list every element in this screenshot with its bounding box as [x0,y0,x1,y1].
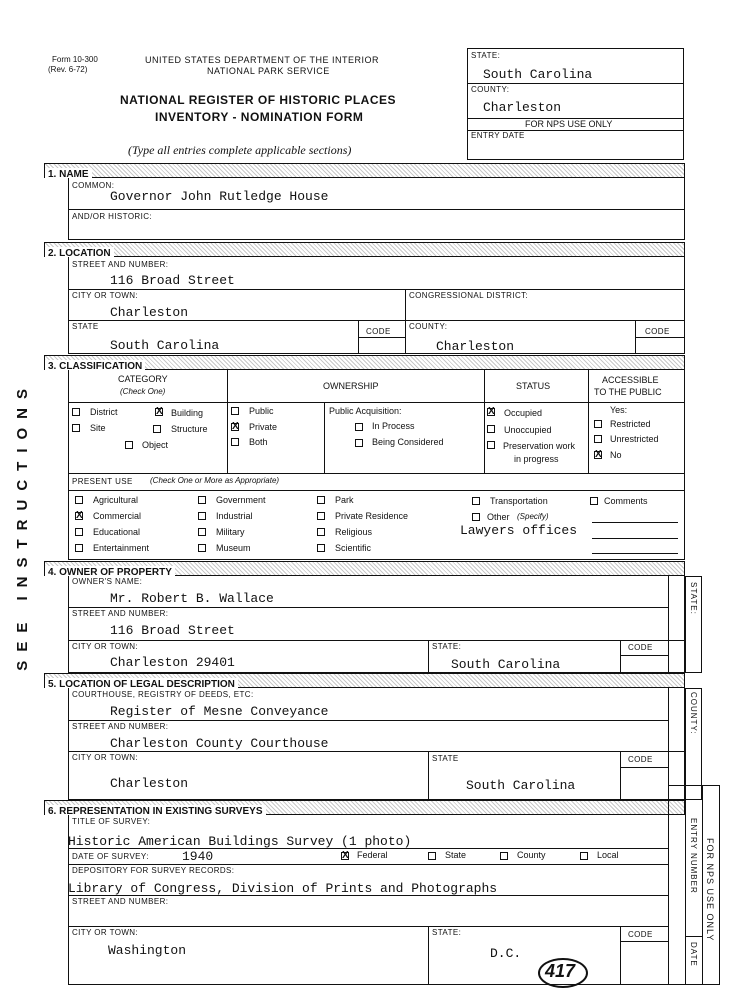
county-checkbox[interactable] [500,852,508,860]
government-label: Government [216,495,266,505]
building-checkbox[interactable]: X [156,406,163,417]
form-number: Form 10-300 [52,55,98,64]
common-name: Governor John Rutledge House [110,189,329,204]
object-label: Object [142,440,169,450]
survey-date: 1940 [182,849,214,864]
form-title-1: NATIONAL REGISTER OF HISTORIC PLACES [120,93,397,107]
other-label: Other [487,512,510,522]
occupied-checkbox[interactable]: X [488,406,495,417]
owner-name: Mr. Robert B. Wallace [110,591,274,606]
owner-street: 116 Broad Street [110,623,235,638]
depository: Library of Congress, Division of Prints and Photographs [68,881,498,896]
federal-checkbox[interactable]: X [342,850,349,861]
state-option-label: State [445,850,467,860]
preservation-label-2: in progress [514,454,559,464]
section-5-header [44,673,685,688]
legal-state-label: STATE [432,754,459,763]
category-heading: CATEGORY [118,374,168,384]
loc-code2-label: CODE [645,327,670,336]
occupied-label: Occupied [504,408,543,418]
section-4-header [44,561,685,576]
private-residence-checkbox[interactable] [317,512,325,520]
comments-checkbox[interactable] [590,497,598,505]
legal-city-label: CITY OR TOWN: [72,753,139,762]
agricultural-label: Agricultural [93,495,139,505]
loc-county-label: COUNTY: [409,322,448,331]
transportation-checkbox[interactable] [472,497,480,505]
loc-state-label: STATE [72,322,99,331]
being-considered-label: Being Considered [372,437,444,447]
section-3-title: 3. CLASSIFICATION [45,360,145,373]
no-label: No [610,450,622,460]
religious-label: Religious [335,527,373,537]
yes-label: Yes: [610,405,628,415]
being-considered-checkbox[interactable] [355,439,363,447]
transportation-label: Transportation [490,496,548,506]
service: NATIONAL PARK SERVICE [207,66,330,76]
loc-state: South Carolina [110,338,220,353]
religious-checkbox[interactable] [317,528,325,536]
both-checkbox[interactable] [231,438,239,446]
unrestricted-checkbox[interactable] [594,435,602,443]
courthouse: Register of Mesne Conveyance [110,704,329,719]
entry-number-label: ENTRY NUMBER [689,818,698,894]
owner-state-label: STATE: [432,642,462,651]
park-checkbox[interactable] [317,496,325,504]
in-process-label: In Process [372,421,415,431]
present-use-label: PRESENT USE [72,477,133,486]
legal-street-label: STREET AND NUMBER: [72,722,169,731]
form-revision: (Rev. 6-72) [48,65,88,74]
survey-title-label: TITLE OF SURVEY: [72,817,151,826]
see-instructions: SEE INSTRUCTIONS [14,380,31,671]
restricted-checkbox[interactable] [594,420,602,428]
section-6-header [44,800,685,815]
survey-code-label: CODE [628,930,653,939]
federal-label: Federal [357,850,388,860]
private-residence-label: Private Residence [335,511,409,521]
museum-label: Museum [216,543,251,553]
object-checkbox[interactable] [125,441,133,449]
commercial-label: Commercial [93,511,142,521]
survey-title: Historic American Buildings Survey (1 photo) [68,834,412,849]
in-process-checkbox[interactable] [355,423,363,431]
industrial-checkbox[interactable] [198,512,206,520]
top-state-label: STATE: [471,51,501,60]
section-1-header [44,163,685,178]
public-acquisition-label: Public Acquisition: [329,406,402,416]
agricultural-checkbox[interactable] [75,496,83,504]
building-label: Building [171,408,204,418]
section-2-title: 2. LOCATION [45,247,114,260]
survey-state: D.C. [490,946,522,961]
courthouse-label: COURTHOUSE, REGISTRY OF DEEDS, ETC: [72,690,254,699]
preservation-label-1: Preservation work [503,441,576,451]
date-side-label: DATE [689,942,698,967]
structure-checkbox[interactable] [153,425,161,433]
unrestricted-label: Unrestricted [610,434,659,444]
top-county-value: Charleston [483,100,562,115]
military-label: Military [216,527,245,537]
section-5-title: 5. LOCATION OF LEGAL DESCRIPTION [45,678,238,691]
local-option-label: Local [597,850,619,860]
ownership-heading: OWNERSHIP [323,381,379,391]
other-use-value: Lawyers offices [460,523,578,538]
survey-state-label: STATE: [432,928,462,937]
survey-city: Washington [108,943,187,958]
legal-city: Charleston [110,776,189,791]
owner-street-label: STREET AND NUMBER: [72,609,169,618]
specify-label: (Specify) [517,512,549,521]
industrial-label: Industrial [216,511,253,521]
legal-state: South Carolina [466,778,576,793]
public-label: Public [249,406,274,416]
educational-checkbox[interactable] [75,528,83,536]
owner-city: Charleston 29401 [110,655,235,670]
top-county-label: COUNTY: [471,85,510,94]
owner-city-label: CITY OR TOWN: [72,642,139,651]
common-label: COMMON: [72,181,115,190]
entry-date-label: ENTRY DATE [471,131,525,140]
top-state-value: South Carolina [483,67,593,82]
loc-city-label: CITY OR TOWN: [72,291,139,300]
section-4-title: 4. OWNER OF PROPERTY [45,566,175,579]
historic-label: AND/OR HISTORIC: [72,212,153,221]
survey-street-label: STREET AND NUMBER: [72,897,169,906]
scientific-checkbox[interactable] [317,544,325,552]
loc-city: Charleston [110,305,189,320]
local-checkbox[interactable] [580,852,588,860]
survey-city-label: CITY OR TOWN: [72,928,139,937]
loc-code-label: CODE [366,327,391,336]
owner-code-label: CODE [628,643,653,652]
entertainment-label: Entertainment [93,543,150,553]
department: UNITED STATES DEPARTMENT OF THE INTERIOR [145,55,380,65]
preservation-checkbox[interactable] [487,441,495,449]
accessible-heading-1: ACCESSIBLE [602,375,659,385]
unoccupied-checkbox[interactable] [487,425,495,433]
survey-date-label: DATE OF SURVEY: [72,852,149,861]
owner-state: South Carolina [451,657,561,672]
owner-state-side-label: STATE: [689,582,698,615]
state-checkbox[interactable] [428,852,436,860]
accessible-heading-2: TO THE PUBLIC [594,387,662,397]
county-option-label: County [517,850,546,860]
site-label: Site [90,423,106,433]
district-label: District [90,407,118,417]
museum-checkbox[interactable] [198,544,206,552]
comments-label: Comments [604,496,648,506]
private-checkbox[interactable]: X [232,421,239,432]
educational-label: Educational [93,527,141,537]
legal-street: Charleston County Courthouse [110,736,329,751]
entertainment-checkbox[interactable] [75,544,83,552]
check-one: (Check One) [120,387,166,396]
site-checkbox[interactable] [72,424,80,432]
status-heading: STATUS [516,381,551,391]
structure-label: Structure [171,424,208,434]
district-checkbox[interactable] [72,408,80,416]
depository-label: DEPOSITORY FOR SURVEY RECORDS: [72,866,235,875]
unoccupied-label: Unoccupied [504,425,552,435]
no-checkbox[interactable]: X [595,449,602,460]
restricted-label: Restricted [610,419,651,429]
scientific-label: Scientific [335,543,372,553]
section-6-title: 6. REPRESENTATION IN EXISTING SURVEYS [45,805,266,818]
military-checkbox[interactable] [198,528,206,536]
both-label: Both [249,437,268,447]
legal-county-side-label: COUNTY: [689,692,698,735]
private-label: Private [249,422,278,432]
congr-label: CONGRESSIONAL DISTRICT: [409,291,529,300]
form-title-2: INVENTORY - NOMINATION FORM [155,110,364,124]
commercial-checkbox[interactable]: X [76,510,83,521]
loc-street: 116 Broad Street [110,273,235,288]
section-3-header [44,355,685,370]
other-checkbox[interactable] [472,513,480,521]
legal-code-label: CODE [628,755,653,764]
page-number: 417 [545,961,576,981]
government-checkbox[interactable] [198,496,206,504]
type-instructions: (Type all entries complete applicable sections) [128,143,352,157]
loc-county: Charleston [436,339,515,354]
loc-street-label: STREET AND NUMBER: [72,260,169,269]
present-use-note: (Check One or More as Appropriate) [150,476,280,485]
public-checkbox[interactable] [231,407,239,415]
section-2-header [44,242,685,257]
section-1-title: 1. NAME [45,168,92,181]
park-label: Park [335,495,354,505]
nps-side-label: FOR NPS USE ONLY [705,838,715,942]
owner-name-label: OWNER'S NAME: [72,577,143,586]
nps-use-only: FOR NPS USE ONLY [525,119,613,129]
